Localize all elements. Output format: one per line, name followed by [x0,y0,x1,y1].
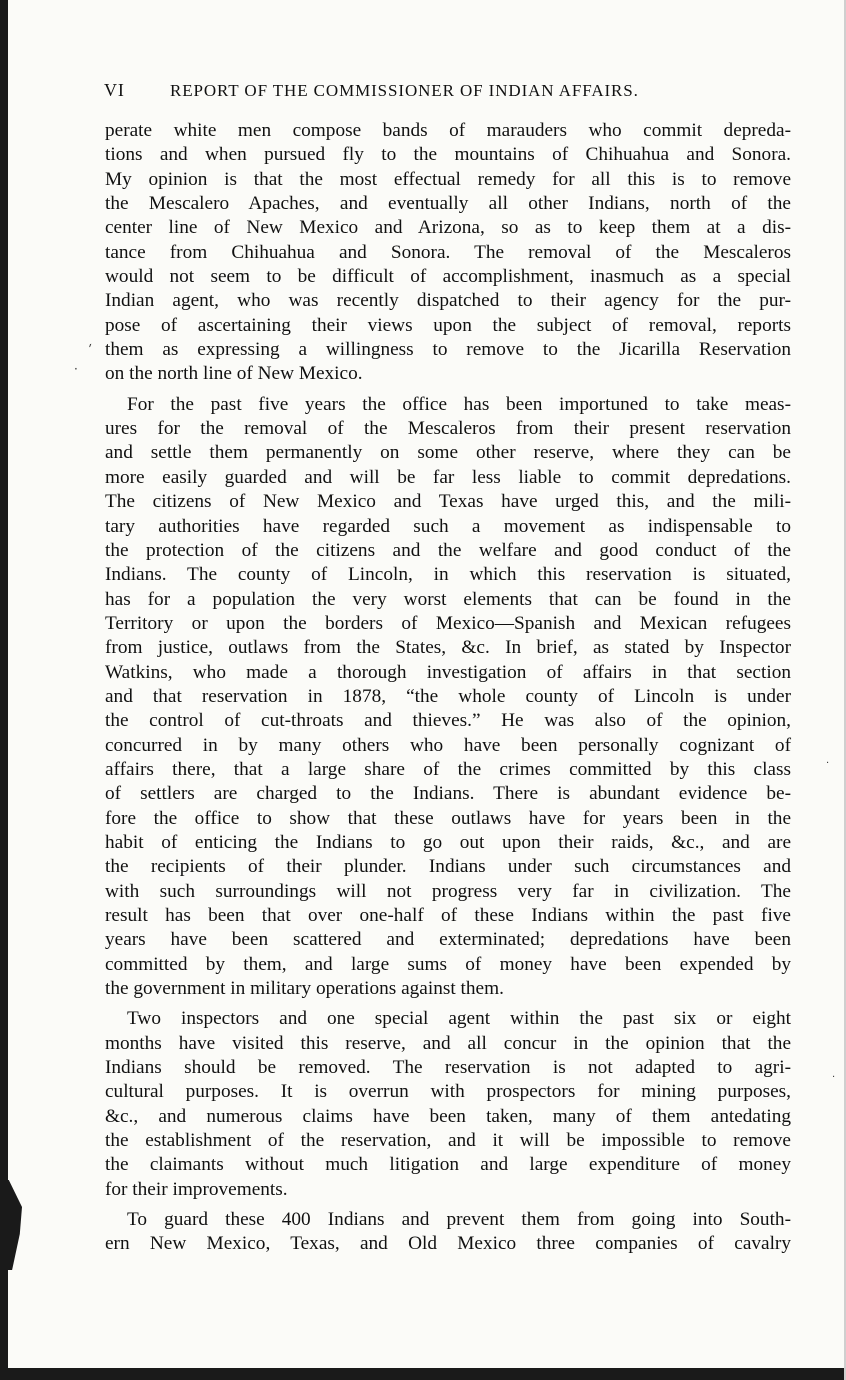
text-line: more easily guarded and will be far less liable to commit depredations. [105,466,791,488]
text-line: &c., and numerous claims have been taken, many of them antedating [105,1105,791,1127]
text-line: of settlers are charged to the Indians. There is abundant evidence be- [105,783,791,805]
margin-tick-mark: ˏ [81,331,94,349]
text-line: and settle them permanently on some other reserve, where they can be [105,442,791,464]
paragraph-4 [105,1208,791,1257]
text-line: concurred in by many others who have been personally cognizant of [105,734,791,756]
margin-dot-mark: · [74,362,78,376]
text-line: result has been that over one-half of these Indians within the past five [105,905,791,926]
text-line: Territory or upon the borders of Mexico—Spanish and Mexican refugees [105,612,791,634]
scan-left-edge [0,0,8,1380]
text-line: affairs there, that a large share of the crimes committed by this class [105,758,791,780]
paragraph-2 [105,393,791,1002]
text-line: with such surroundings will not progress very far in civilization. The [105,880,791,902]
text-line: Two inspectors and one special agent within the past six or eight [127,1008,791,1030]
text-line: years have been scattered and exterminated; depredations have been [105,929,791,951]
text-line: the recipients of their plunder. Indians under such circumstances and [105,856,791,878]
text-line: the government in military operations against them. [105,978,504,1000]
text-line: tions and when pursued fly to the mountains of Chihuahua and Sonora. [105,144,791,166]
text-line: from justice, outlaws from the States, &c. In brief, as stated by Inspector [105,637,791,659]
text-line: the claimants without much litigation and large expenditure of money [105,1154,791,1176]
text-line: Indians should be removed. The reservation is not adapted to agri- [105,1057,791,1079]
text-line: committed by them, and large sums of money have been expended by [105,953,791,975]
text-line: perate white men compose bands of marauders who commit depreda- [105,120,791,141]
text-line: Watkins, who made a thorough investigation of affairs in that section [105,661,791,683]
running-title: REPORT OF THE COMMISSIONER OF INDIAN AFFAIRS. [170,81,639,100]
text-line: the protection of the citizens and the welfare and good conduct of the [105,539,791,561]
text-line: For the past five years the office has been importuned to take meas- [127,393,791,415]
text-line: The citizens of New Mexico and Texas have urged this, and the mili- [105,491,791,513]
text-line: for their improvements. [105,1178,288,1200]
text-line: would not seem to be difficult of accomplishment, inasmuch as a special [105,266,791,288]
margin-dot-mark: · [832,1072,836,1083]
text-line: and that reservation in 1878, “the whole county of Lincoln is under [105,685,791,707]
text-line: habit of enticing the Indians to go out upon their raids, &c., and are [105,831,791,853]
margin-dot-mark: · [826,758,830,769]
text-line: pose of ascertaining their views upon the subject of removal, reports [105,314,791,336]
text-line: tary authorities have regarded such a movement as indispensable to [105,515,791,537]
text-line: tance from Chihuahua and Sonora. The removal of the Mescaleros [105,241,791,263]
text-line: Indian agent, who was recently dispatched to their agency for the pur- [105,290,791,312]
text-line: center line of New Mexico and Arizona, so as to keep them at a dis- [105,217,791,239]
text-line: the Mescalero Apaches, and eventually all other Indians, north of the [105,193,791,215]
body-text [105,119,791,1257]
text-line: fore the office to show that these outlaws have for years been in the [105,807,791,829]
text-line: ern New Mexico, Texas, and Old Mexico three companies of cavalry [105,1233,791,1255]
text-line: the control of cut-throats and thieves.” He was also of the opinion, [105,710,791,732]
text-line: on the north line of New Mexico. [105,363,363,385]
paragraph-1 [105,119,791,387]
text-line: them as expressing a willingness to remove to the Jicarilla Reservation [105,339,791,361]
text-line: cultural purposes. It is overrun with prospectors for mining purposes, [105,1081,791,1103]
text-line: has for a population the very worst elements that can be found in the [105,588,791,610]
page-header [104,80,724,101]
scan-bottom-edge [0,1368,846,1380]
text-line: Indians. The county of Lincoln, in which this reservation is situated, [105,564,791,586]
text-line: To guard these 400 Indians and prevent them from going into South- [127,1209,791,1231]
text-line: months have visited this reserve, and all concur in the opinion that the [105,1032,791,1054]
text-line: ures for the removal of the Mescaleros from their present reservation [105,418,791,440]
text-line: My opinion is that the most effectual remedy for all this is to remove [105,168,791,190]
scan-left-notch [0,1180,22,1270]
paragraph-3 [105,1007,791,1202]
page-number: VI [104,80,125,100]
text-line: the establishment of the reservation, and it will be impossible to remove [105,1130,791,1152]
